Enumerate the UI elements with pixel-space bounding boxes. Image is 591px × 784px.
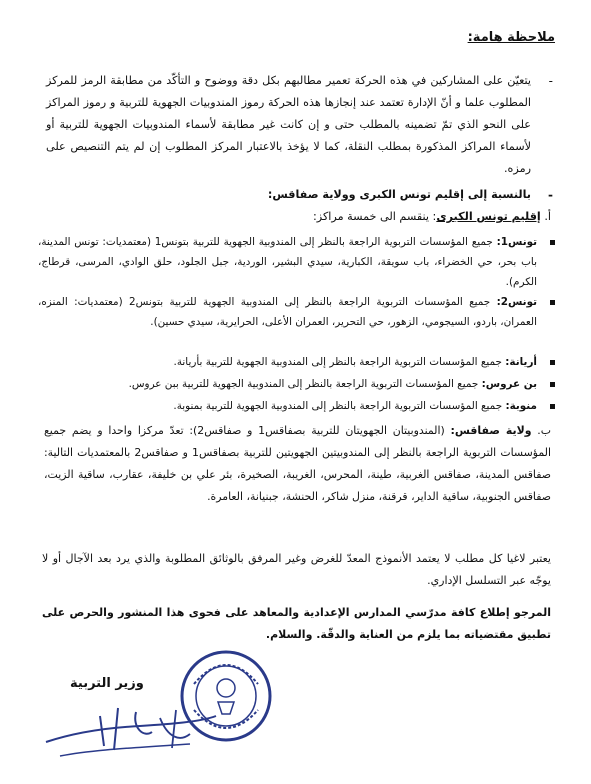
closing-paragraph: المرجو إطلاع كافة مدرّسي المدارس الإعدادية والمعاهد على فحوى هذا المنشور والحرص على تطبيق مقتضياته بما يلزم من العناية والدقّة. والسلام. (42, 606, 551, 641)
item-label: منوبة: (505, 400, 537, 412)
handwritten-signature-icon (40, 698, 220, 770)
section-a-heading (40, 206, 551, 228)
minister-title: وزير التربية (70, 676, 144, 691)
list-item (38, 352, 537, 372)
list-item (38, 232, 537, 292)
item-label: تونس1: (496, 236, 538, 248)
note-title: ملاحظة هامة: (467, 30, 555, 45)
bullet-paragraph-regions: - بالنسبة إلى إقليم تونس الكبرى وولاية صفاقس: (46, 184, 531, 206)
item-text: جميع المؤسسات التربوية الراجعة بالنظر إلى المندوبية الجهوية للتربية بتونس2 (معتمديات: المنزه، العمران، باردو، السيجومي، الزهور، حي التحرير، العمران الأعلى، الحرايرية، سيدي حسين). (38, 296, 537, 328)
list-item (38, 374, 537, 394)
list-item (38, 396, 537, 416)
section-b-marker: ب. (537, 424, 551, 437)
bullet-paragraph-codes: - يتعيّن على المشاركين في هذه الحركة تعمير مطالبهم بكل دقة ووضوح و التأكّد من مطابقة الرمز للمركز المطلوب علما و أنّ الإدارة تعتمد عند إنجازها هذه الحركة رموز المندوبيات الجهوية للتربية و رموز المراكز على النحو الذي تمّ تضمينه بالمطلب حتى و إن كانت غير مطابقة لأسماء المندوبيات الجهوية للتربية أو لأسماء المراكز المذكورة بمطلب النقلة، كما لا يؤخذ بالاعتبار المركز المطلوب إن لم يتم التنصيص على رمزه. (46, 70, 531, 180)
item-label: أريانة: (505, 356, 537, 368)
item-label: بن عروس: (481, 378, 537, 390)
section-b-text: (المندوبيتان الجهويتان للتربية بصفاقس1 و صفاقس2): تعدّ مركزا واحدا و يضم جميع المؤسسات التربوية الراجعة بالنظر إلى المندوبيتين الجهويتين للتربية بصفاقس1 و صفاقس2 بالمعتمديات التالية: صفاقس المدينة، صفاقس الغربية، طينة، المحرس، الغريبة، الصخيرة، بئر علي بن خليفة، عقارب، ساقية الزيت، صفاقس الجنوبية، ساقية الداير، قرقنة، منزل شاكر، الحنشة، جبنيانة، العامرة. (44, 424, 551, 503)
item-text: جميع المؤسسات التربوية الراجعة بالنظر إلى المندوبية الجهوية للتربية بتونس1 (معتمديات: تونس المدينة، باب بحر، حي الخضراء، باب سويقة، الكبارية، سيدي البشير، الوردية، جبل الجلود، حلق الوادي، المرسى، قرطاج، الكرم). (38, 236, 537, 288)
item-text: جميع المؤسسات التربوية الراجعة بالنظر إلى المندوبية الجهوية للتربية ببن عروس. (128, 378, 479, 390)
section-a-marker: أ. (544, 210, 551, 223)
list-item (38, 292, 537, 332)
invalid-request-paragraph: يعتبر لاغيا كل مطلب لا يعتمد الأنموذج المعدّ للغرض وغير المرفق بالوثائق المطلوبة والذي يرد بعد الآجال أو لا يوجّه عبر التسلسل الإداري. (42, 552, 551, 587)
section-b-paragraph (44, 420, 551, 508)
item-label: تونس2: (496, 296, 537, 308)
section-a-text: : ينقسم الى خمسة مراكز: (313, 210, 437, 223)
section-a-label: إقليم تونس الكبرى (436, 210, 541, 223)
item-text: جميع المؤسسات التربوية الراجعة بالنظر إلى المندوبية الجهوية للتربية بأريانة. (173, 356, 502, 368)
item-text: جميع المؤسسات التربوية الراجعة بالنظر إلى المندوبية الجهوية للتربية بمنوبة. (173, 400, 503, 412)
section-b-label: ولاية صفاقس: (450, 424, 532, 437)
